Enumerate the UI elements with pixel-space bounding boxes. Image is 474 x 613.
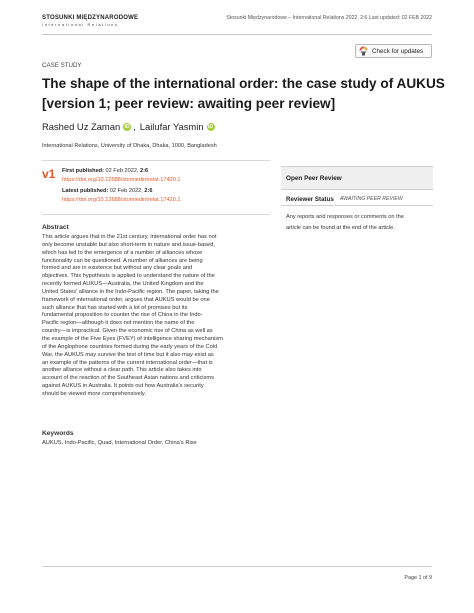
reviewer-status-label: Reviewer Status <box>286 195 334 203</box>
abstract-line: formed and are in existence but without any clear goals and <box>42 265 193 272</box>
running-head: Stosunki Międzynarodowe – International Relations 2022, 2:6 Last updated: 02 FEB 2022 <box>226 15 432 21</box>
latest-published-issue: 2:6 <box>144 188 153 194</box>
abstract-line: an example of the patterns of the current international order—that is <box>42 359 213 366</box>
first-doi-link[interactable]: https://doi.org/10.12688/stomiedintrelat.17420.1 <box>62 177 181 183</box>
abstract-line: fundamental proposition to counter the rise of China in the Indo- <box>42 312 203 319</box>
author-list <box>42 121 217 132</box>
first-published <box>62 168 148 174</box>
journal-logo-title: STOSUNKI MIĘDZYNARODOWE <box>42 15 139 21</box>
reviewer-status-row <box>281 193 433 206</box>
first-published-label: First published: <box>62 168 104 174</box>
latest-published <box>62 188 153 194</box>
keywords-list: AUKUS, Indo-Pacific, Quad, International Order, China's Rise <box>42 440 197 446</box>
abstract-line: account of the reaction of the Southeast Asian nations and criticisms <box>42 375 214 382</box>
abstract-divider <box>42 214 270 215</box>
abstract-line: objectives. This hypothesis is applied to understand the nature of the <box>42 273 215 280</box>
abstract-line: United States' alliance in the Indo-Pacific region. The paper, taking the <box>42 288 219 295</box>
check-for-updates-icon <box>359 46 368 56</box>
abstract-line: the example of the Five Eyes (FVEY) of intelligence sharing mechanism <box>42 335 223 342</box>
meta-divider <box>42 160 270 161</box>
abstract-line: another alliance without a clear path. This article also takes into <box>42 367 202 374</box>
reviewer-status-value: AWAITING PEER REVIEW <box>339 196 403 202</box>
peer-review-note-line: article can be found at the end of the article. <box>286 224 395 231</box>
abstract-line: should be viewed more comprehensively. <box>42 390 146 397</box>
check-for-updates-button[interactable] <box>355 44 432 58</box>
abstract-line: country—is impractical. Given the economic rise of China as well as <box>42 328 213 335</box>
author-name[interactable]: Rashed Uz Zaman <box>42 121 121 132</box>
abstract-line: War, the AUKUS may survive the test of time but it also may exist as <box>42 351 214 358</box>
abstract-body <box>42 234 266 399</box>
journal-logo-subtitle: International Relations <box>42 22 119 27</box>
abstract-line: functionality can be questioned. A number of alliances are being <box>42 257 203 264</box>
article-title: The shape of the international order: the case study of AUKUS <box>42 76 445 91</box>
abstract-heading: Abstract <box>42 224 69 231</box>
version-label: v1 <box>42 167 56 181</box>
peer-review-note-line: Any reports and responses or comments on the <box>286 214 404 220</box>
abstract-line: only become unstable but also short-term in nature and issue-based, <box>42 241 215 248</box>
abstract-line: Pacific region—although it does not mention the name of the <box>42 320 195 327</box>
abstract-line: framework of international order, argues that AUKUS would be one <box>42 296 210 303</box>
orcid-icon[interactable]: iD <box>208 123 214 130</box>
author-name[interactable]: Lailufar Yasmin <box>139 121 204 132</box>
abstract-line: This article argues that in the 21st century, international order has not <box>42 234 217 240</box>
article-type: CASE STUDY <box>42 62 82 69</box>
peer-review-title: Open Peer Review <box>286 175 342 182</box>
orcid-icon[interactable]: iD <box>124 123 130 130</box>
page-number: Page 1 of 9 <box>404 575 432 581</box>
abstract-line: which has led to the emergence of a number of alliances whose <box>42 249 203 256</box>
first-published-issue: 2:6 <box>140 168 149 174</box>
header-divider <box>42 34 432 35</box>
footer-divider <box>42 566 432 567</box>
abstract-line: such alliance that has started with a lot of promises but its <box>42 304 188 311</box>
abstract-line: recently formed AUKUS—Australia, the United Kingdom and the <box>42 281 204 288</box>
peer-review-note <box>286 212 431 233</box>
abstract-line: of the Anglophone countries formed during the early years of the Cold <box>42 343 218 350</box>
abstract-line: against AUKUS in Australia. It points out how Australia's security <box>42 383 204 390</box>
latest-published-date: 02 Feb 2022, <box>109 188 143 194</box>
affiliation: International Relations, University of Dhaka, Dhaka, 1000, Bangladesh <box>42 143 217 149</box>
keywords-heading: Keywords <box>42 430 74 437</box>
check-for-updates-label: Check for updates <box>372 47 424 55</box>
author-separator: , <box>133 121 136 132</box>
first-published-date: 02 Feb 2022, <box>105 168 139 174</box>
latest-published-label: Latest published: <box>62 188 109 194</box>
latest-doi-link[interactable]: https://doi.org/10.12688/stomiedintrelat.17420.1 <box>62 197 181 203</box>
version-status: [version 1; peer review: awaiting peer review] <box>42 96 336 111</box>
